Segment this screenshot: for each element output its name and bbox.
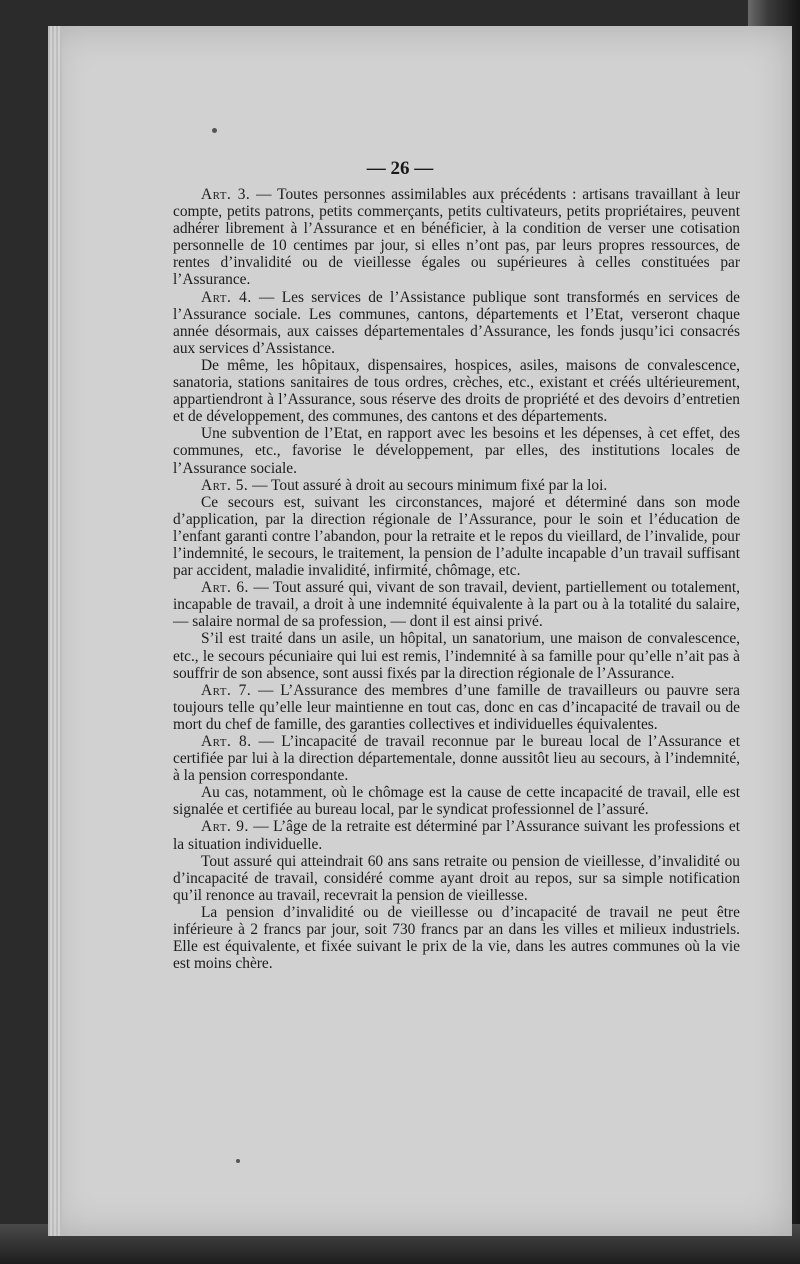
paragraph-text: — Toutes personnes assimilables aux précédents : artisans travaillant à leur compte, petits patrons, petits commerçants, petits cultivateurs, petits propriétaires, peuvent adhérer librement à l’Assurance et en bénéficier, à la condition de verser une cotisation personnelle de 10 centimes par jour, si elles n’ont pas, par leurs propres ressources, de rentes d’invalidité ou de vieillesse égales ou supérieures à celles constituées par l’Assurance. (173, 186, 741, 289)
body-paragraph (173, 784, 740, 818)
article-paragraph (173, 818, 740, 852)
paragraph-text: De même, les hôpitaux, dispensaires, hospices, asiles, maisons de convalescence, sanatoria, stations sanitaires de tous ordres, crèches, etc., existant et créés ultérieurement, appartiendront à l’Assurance, sous réserve des droits de propriété et des devoirs d’entretien et de développement, des communes, des cantons et des départements. (173, 356, 740, 426)
paragraph-text: Tout assuré qui atteindrait 60 ans sans retraite ou pension de vieillesse, d’invalidité ou d’incapacité de travail, considéré comme ayant droit au repos, sur sa simple notification qu’il renonce au travail, recevrait la pension de vieillesse. (173, 852, 740, 904)
article-label: Art. 3. (201, 186, 251, 203)
document-body (173, 186, 740, 972)
article-label: Art. 5. (201, 476, 249, 494)
article-paragraph (173, 733, 740, 784)
paragraph-text: La pension d’invalidité ou de vieillesse ou d’incapacité de travail ne peut être inférieure à 2 francs par jour, soit 730 francs par an dans les villes et milieux industriels. Elle est équivalente, et fixée suivant le prix de la vie, dans les autres communes où la vie est moins chère. (173, 903, 740, 973)
body-paragraph (173, 630, 740, 681)
paragraph-text: S’il est traité dans un asile, un hôpital, un sanatorium, une maison de convalescence, etc., le secours pécuniaire qui lui est remis, l’indemnité à sa famille pour qu’elle n’ait pas à souffrir de son absence, sont aussi fixés par la direction régionale de l’Assurance. (173, 630, 740, 682)
article-paragraph (173, 289, 740, 357)
article-label: Art. 6. (201, 579, 249, 597)
article-label: Art. 7. (201, 681, 252, 699)
body-paragraph (173, 904, 740, 972)
paragraph-text: — L’incapacité de travail reconnue par le bureau local de l’Assurance et certifiée par lui à la direction départementale, donne aussitôt lieu au secours, à l’indemnité, à la pension correspondante. (173, 733, 741, 785)
page-number: — 26 — (366, 158, 434, 179)
article-paragraph (173, 477, 740, 494)
paragraph-text: — Tout assuré qui, vivant de son travail, devient, partiellement ou totalement, incapable de travail, a droit à une indemnité équivalente à la part ou à la totalité du salaire, — salaire normal de sa profession, — dont il est ainsi privé. (173, 579, 741, 631)
body-paragraph (173, 357, 740, 425)
body-paragraph (173, 425, 740, 476)
paragraph-text: — L’Assurance des membres d’une famille de travailleurs ou pauvre sera toujours telle qu’elle leur maintienne en tout cas, donc en cas d’incapacité de travail ou de mort du chef de famille, des garanties collectives et individuelles équivalentes. (173, 681, 740, 733)
paragraph-text: Au cas, notamment, où le chômage est la cause de cette incapacité de travail, elle est signalée et certifiée au bureau local, par le syndicat professionnel de l’assuré. (173, 784, 740, 819)
article-label: Art. 9. (201, 818, 249, 836)
body-paragraph (173, 853, 740, 904)
body-paragraph (173, 494, 740, 579)
article-paragraph (173, 186, 740, 289)
paragraph-text: — Les services de l’Assistance publique sont transformés en services de l’Assurance sociale. Les communes, cantons, départements et l’Etat, verseront chaque année désormais, aux caisses départementales d’Assurance, les fonds jusqu’ici consacrés aux services d’Assistance. (173, 288, 740, 357)
article-paragraph (173, 682, 740, 733)
paragraph-text: — L’âge de la retraite est déterminé par l’Assurance suivant les professions et la situation individuelle. (173, 818, 740, 853)
article-paragraph (173, 579, 740, 630)
paper-speck-mark (236, 1159, 240, 1163)
page-binding-edge (48, 26, 62, 1236)
paper-speck-mark (212, 128, 217, 133)
article-label: Art. 8. (201, 733, 252, 750)
paragraph-text: — Tout assuré à droit au secours minimum fixé par la loi. (248, 476, 608, 494)
paragraph-text: Une subvention de l’Etat, en rapport avec les besoins et les dépenses, à cet effet, des communes, etc., favorise le développement, par elles, des institutions locales de l’Assurance sociale. (173, 425, 740, 477)
article-label: Art. 4. (201, 288, 252, 306)
paragraph-text: Ce secours est, suivant les circonstances, majoré et déterminé dans son mode d’application, par la direction régionale de l’Assurance, pour le soin et l’éducation de l’enfant garanti contre l’abandon, pour la retraite et le repos du vieillard, de l’invalide, pour l’indemnité, le secours, le traitement, la pension de l’adulte incapable d’un travail suffisant par accident, maladie invalidité, infirmité, chômage, etc. (173, 493, 740, 580)
